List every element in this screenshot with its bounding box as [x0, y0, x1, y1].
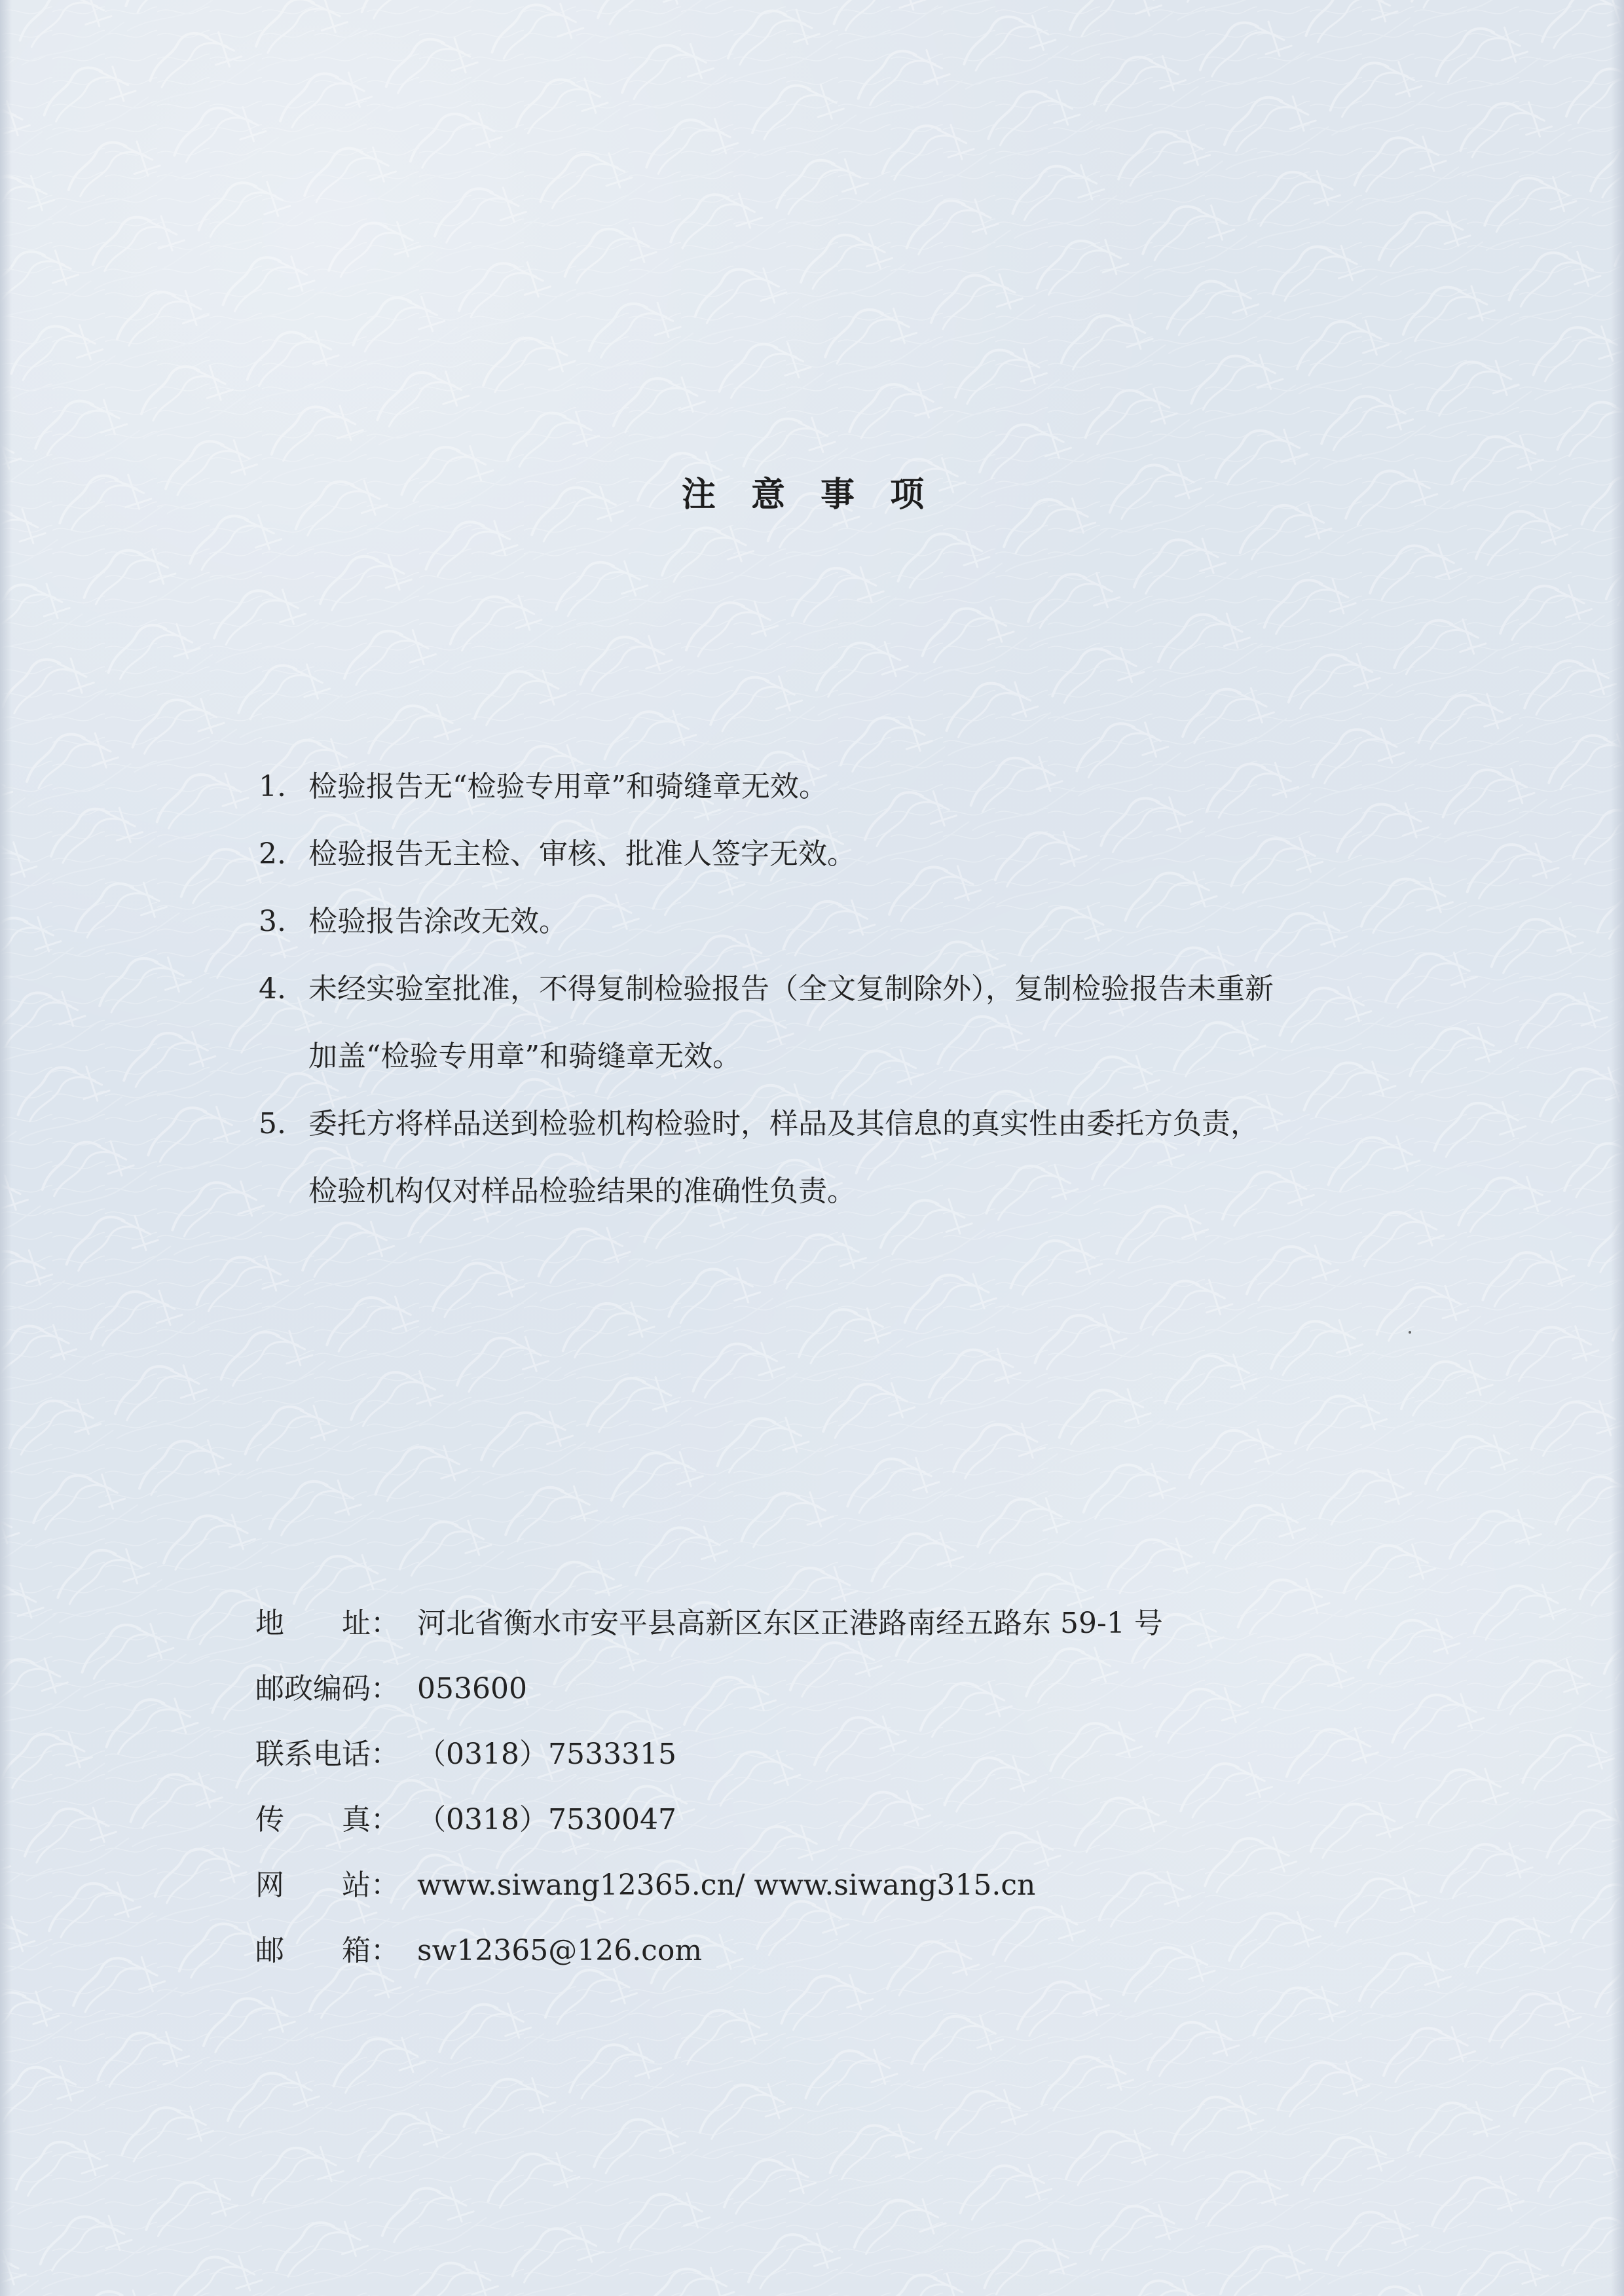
notice-list [259, 753, 1450, 1225]
notice-item-4 [259, 955, 1450, 1090]
contact-label: 网 站： [255, 1868, 399, 1902]
notice-item-5 [259, 1090, 1450, 1225]
contact-row-website [255, 1853, 1336, 1918]
contact-value: 河北省衡水市安平县高新区东区正港路南经五路东 59-1 号 [417, 1607, 1163, 1640]
contact-value: （0318）7533315 [417, 1738, 676, 1771]
contact-value: 053600 [417, 1672, 527, 1705]
notice-item-1 [259, 753, 1450, 820]
contact-row-postcode [255, 1656, 1336, 1722]
contact-row-phone [255, 1722, 1336, 1787]
scan-speck [1409, 1331, 1411, 1334]
scan-left-edge [0, 0, 12, 2296]
scan-right-edge [1611, 0, 1624, 2296]
notice-text: 委托方将样品送到检验机构检验时，样品及其信息的真实性由委托方负责， 检验机构仅对样品检验结果的准确性负责。 [308, 1107, 1259, 1208]
notice-number: 4. [259, 972, 286, 1006]
notice-number: 2. [259, 837, 286, 871]
contact-info [255, 1591, 1336, 1984]
notice-text: 检验报告涂改无效。 [308, 905, 568, 938]
contact-value: sw12365@126.com [417, 1934, 703, 1967]
notice-text: 检验报告无主检、审核、批准人签字无效。 [308, 837, 856, 871]
contact-label: 邮 箱： [255, 1934, 399, 1967]
contact-value: www.siwang12365.cn/ www.siwang315.cn [417, 1868, 1036, 1902]
notice-item-3 [259, 888, 1450, 955]
contact-value: （0318）7530047 [417, 1803, 676, 1836]
notice-number: 1. [259, 770, 286, 803]
contact-row-address [255, 1591, 1336, 1656]
notice-text: 检验报告无“检验专用章”和骑缝章无效。 [308, 770, 828, 803]
contact-label: 传 真： [255, 1803, 399, 1836]
notice-number: 3. [259, 905, 286, 938]
notice-number: 5. [259, 1107, 286, 1140]
contact-label: 邮政编码： [255, 1672, 399, 1705]
contact-label: 地 址： [255, 1607, 399, 1640]
notice-item-2 [259, 820, 1450, 888]
notice-title: 注 意 事 项 [681, 475, 936, 515]
contact-row-email [255, 1918, 1336, 1984]
contact-label: 联系电话： [255, 1738, 399, 1771]
notice-text: 未经实验室批准，不得复制检验报告（全文复制除外），复制检验报告未重新 加盖“检验专用章”和骑缝章无效。 [308, 972, 1274, 1073]
contact-row-fax [255, 1787, 1336, 1853]
